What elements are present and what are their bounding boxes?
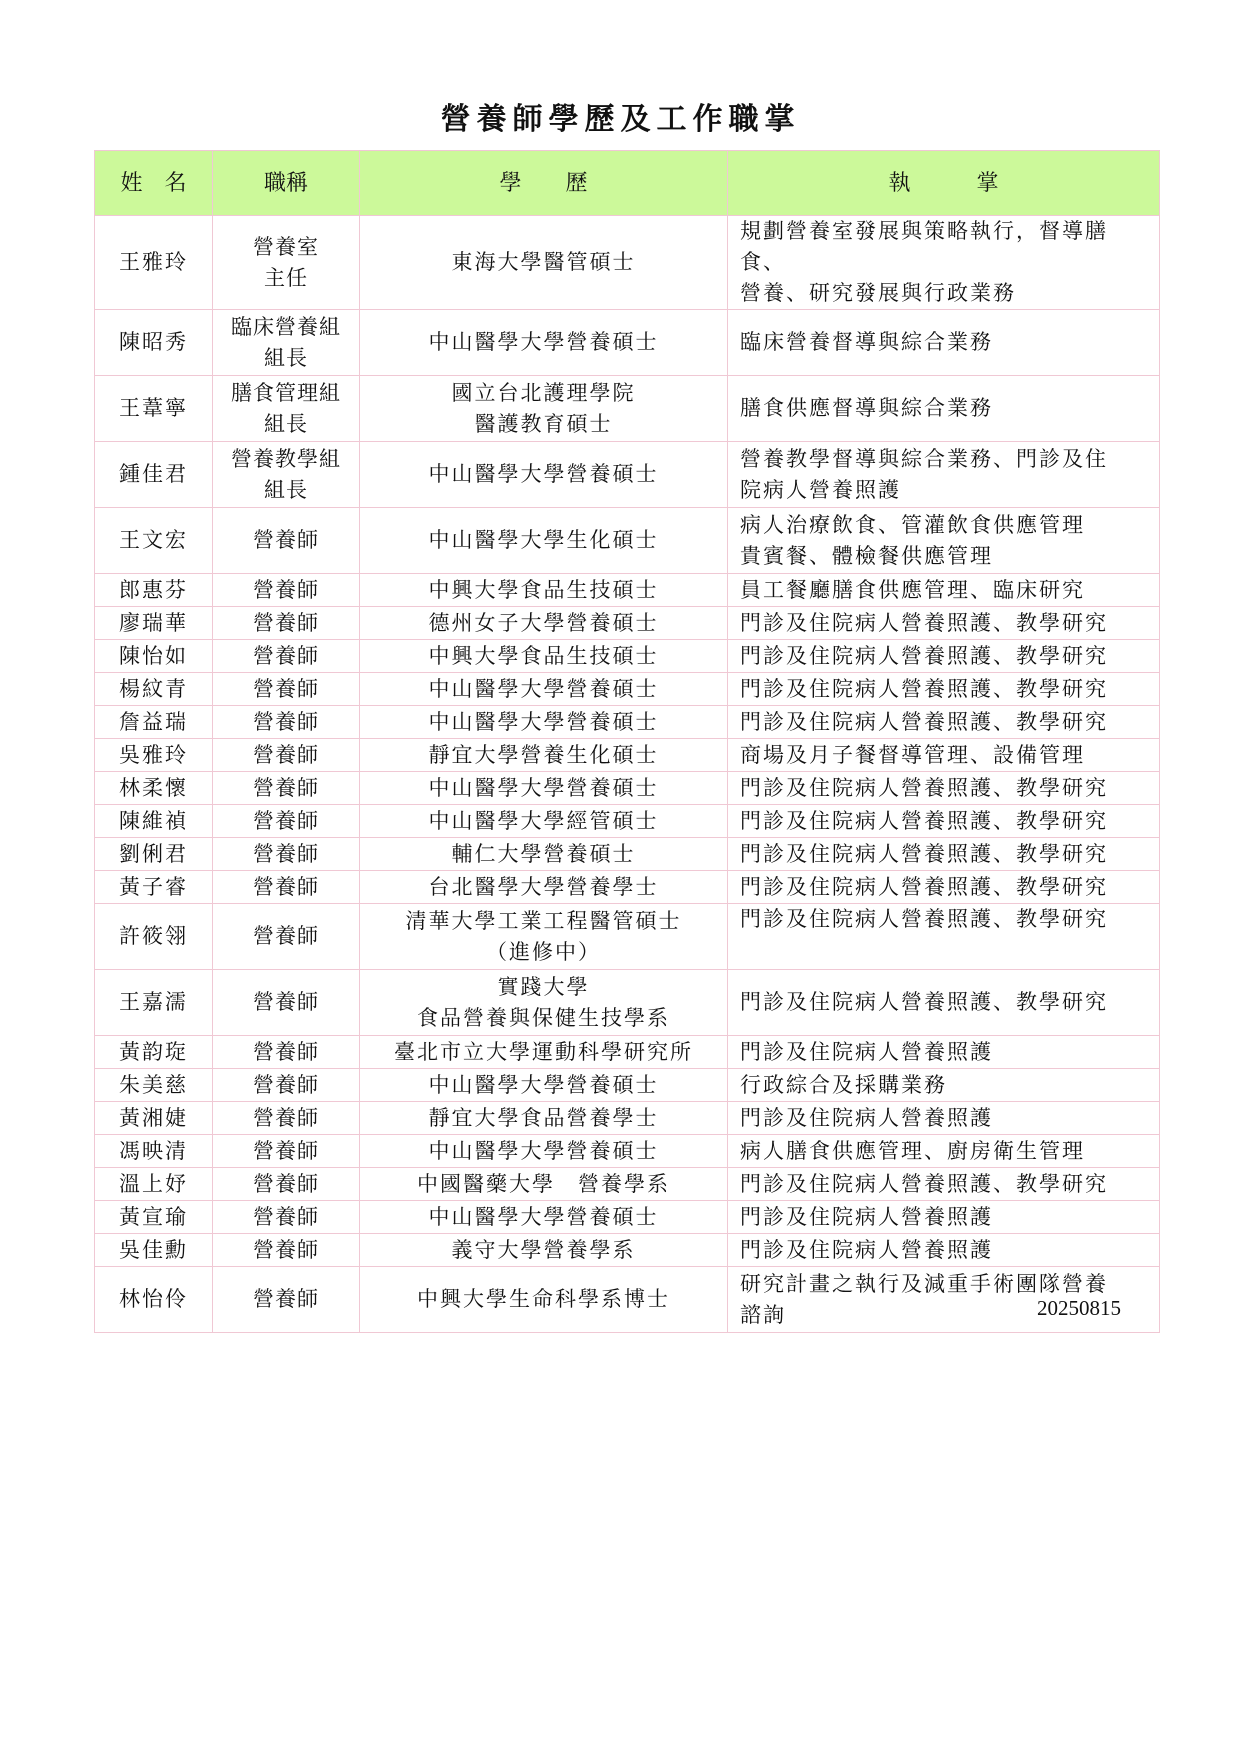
table-row	[95, 805, 1160, 838]
cell-duties	[728, 1102, 1160, 1135]
cell-education-line: 中山醫學大學營養碩士	[428, 1072, 659, 1097]
table-row	[95, 376, 1160, 442]
table-row	[95, 1267, 1160, 1333]
cell-duties-line: 行政綜合及採購業務	[740, 1072, 947, 1097]
cell-name: 廖瑞華	[95, 607, 213, 640]
cell-education	[360, 871, 728, 904]
cell-name: 黃宣瑜	[95, 1201, 213, 1234]
cell-education	[360, 805, 728, 838]
cell-duties-line: 病人膳食供應管理、廚房衛生管理	[740, 1138, 1085, 1163]
date-stamp: 20250815	[1037, 1296, 1121, 1320]
table-row	[95, 640, 1160, 673]
cell-duties-line: 病人治療飲食、管灌飲食供應管理	[740, 512, 1085, 537]
table-row	[95, 970, 1160, 1036]
cell-education-line: 清華大學工業工程醫管碩士	[405, 908, 682, 933]
cell-name: 黃韵琁	[95, 1036, 213, 1069]
cell-education	[360, 706, 728, 739]
cell-education	[360, 1267, 728, 1333]
cell-title	[213, 1267, 360, 1333]
cell-duties	[728, 739, 1160, 772]
cell-duties	[728, 376, 1160, 442]
cell-title-line: 營養師	[253, 990, 319, 1014]
cell-duties-line: 臨床營養督導與綜合業務	[740, 330, 993, 354]
cell-name: 吳佳勳	[95, 1234, 213, 1267]
cell-education-line: （進修中）	[486, 939, 601, 964]
cell-duties	[728, 772, 1160, 805]
table-row	[95, 1069, 1160, 1102]
cell-title-line: 營養師	[253, 1287, 319, 1311]
cell-duties-line: 貴賓餐、體檢餐供應管理	[740, 543, 993, 568]
cell-duties-line: 營養、研究發展與行政業務	[740, 281, 1016, 305]
cell-education-line: 輔仁大學營養碩士	[451, 841, 636, 866]
cell-duties	[728, 1069, 1160, 1102]
cell-duties	[728, 1036, 1160, 1069]
cell-title	[213, 838, 360, 871]
cell-education-line: 中山醫學大學經管碩士	[428, 808, 659, 833]
cell-duties	[728, 508, 1160, 574]
cell-name: 王文宏	[95, 508, 213, 574]
cell-title	[213, 216, 360, 310]
table-body	[95, 216, 1160, 1333]
cell-education-line: 德州女子大學營養碩士	[428, 610, 659, 635]
cell-title-line: 營養師	[253, 709, 319, 734]
cell-duties-line: 商場及月子餐督導管理、設備管理	[740, 742, 1085, 767]
cell-education	[360, 1069, 728, 1102]
cell-title-line: 膳食管理組	[231, 380, 341, 405]
cell-title-line: 營養師	[253, 577, 319, 602]
header-title: 職稱	[213, 151, 360, 216]
table-row	[95, 838, 1160, 871]
cell-duties-line: 門診及住院病人營養照護、教學研究	[740, 808, 1108, 833]
cell-education-line: 食品營養與保健生技學系	[417, 1005, 670, 1030]
cell-title-line: 組長	[264, 411, 308, 436]
cell-education-line: 中興大學食品生技碩士	[428, 577, 659, 602]
cell-title-line: 組長	[264, 345, 308, 370]
cell-title	[213, 673, 360, 706]
cell-title-line: 營養師	[253, 528, 319, 552]
cell-education	[360, 508, 728, 574]
cell-name: 詹益瑞	[95, 706, 213, 739]
cell-education-line: 實踐大學	[497, 974, 590, 999]
cell-education-line: 中山醫學大學營養碩士	[428, 1138, 659, 1163]
cell-education-line: 靜宜大學食品營養學士	[428, 1105, 659, 1130]
cell-duties-line: 門診及住院病人營養照護、教學研究	[740, 676, 1108, 701]
cell-duties-line: 門診及住院病人營養照護、教學研究	[740, 709, 1108, 734]
cell-title	[213, 805, 360, 838]
cell-duties-line: 門診及住院病人營養照護、教學研究	[740, 990, 1108, 1014]
cell-education	[360, 216, 728, 310]
table-row	[95, 1234, 1160, 1267]
cell-duties-line: 門診及住院病人營養照護、教學研究	[740, 841, 1108, 866]
cell-title-line: 營養師	[253, 1138, 319, 1163]
cell-duties	[728, 1234, 1160, 1267]
cell-education-line: 臺北市立大學運動科學研究所	[394, 1039, 693, 1064]
cell-duties	[728, 673, 1160, 706]
table-row	[95, 871, 1160, 904]
cell-title-line: 營養教學組	[231, 446, 341, 471]
cell-name: 劉俐君	[95, 838, 213, 871]
header-education: 學 歷	[360, 151, 728, 216]
cell-duties-line: 門診及住院病人營養照護、教學研究	[740, 874, 1108, 899]
cell-name: 溫上妤	[95, 1168, 213, 1201]
cell-education-line: 東海大學醫管碩士	[451, 250, 636, 274]
cell-title-line: 營養師	[253, 643, 319, 668]
cell-education-line: 中山醫學大學營養碩士	[428, 330, 659, 354]
cell-name: 許筱翎	[95, 904, 213, 970]
cell-duties	[728, 706, 1160, 739]
table-row	[95, 1201, 1160, 1234]
cell-title	[213, 508, 360, 574]
cell-name: 林柔懷	[95, 772, 213, 805]
cell-education-line: 中山醫學大學營養碩士	[428, 462, 659, 486]
cell-title-line: 營養師	[253, 1039, 319, 1064]
table-row	[95, 739, 1160, 772]
cell-education	[360, 772, 728, 805]
cell-title	[213, 607, 360, 640]
cell-title-line: 營養師	[253, 1171, 319, 1196]
cell-name: 鍾佳君	[95, 442, 213, 508]
cell-education	[360, 1135, 728, 1168]
cell-duties-line: 門診及住院病人營養照護	[740, 1237, 993, 1262]
cell-education	[360, 904, 728, 970]
cell-duties-line: 諮詢	[740, 1302, 786, 1327]
cell-duties	[728, 871, 1160, 904]
cell-title	[213, 772, 360, 805]
cell-education-line: 台北醫學大學營養學士	[428, 874, 659, 899]
cell-title-line: 營養師	[253, 924, 319, 948]
cell-title	[213, 376, 360, 442]
cell-duties-line: 院病人營養照護	[740, 477, 901, 502]
cell-name: 王葦寧	[95, 376, 213, 442]
cell-title	[213, 640, 360, 673]
cell-duties	[728, 904, 1160, 970]
cell-name: 吳雅玲	[95, 739, 213, 772]
cell-education	[360, 838, 728, 871]
cell-duties-line: 員工餐廳膳食供應管理、臨床研究	[740, 577, 1085, 602]
cell-education-line: 中興大學食品生技碩士	[428, 643, 659, 668]
cell-duties	[728, 1168, 1160, 1201]
cell-education	[360, 376, 728, 442]
cell-duties	[728, 805, 1160, 838]
cell-duties	[728, 640, 1160, 673]
table-row	[95, 1135, 1160, 1168]
cell-name: 林怡伶	[95, 1267, 213, 1333]
cell-duties	[728, 574, 1160, 607]
header-duties: 執 掌	[728, 151, 1160, 216]
table-row	[95, 1036, 1160, 1069]
page-title: 營養師學歷及工作職掌	[440, 102, 801, 137]
cell-duties-line: 規劃營養室發展與策略執行，督導膳食、	[740, 219, 1108, 274]
staff-table	[94, 150, 1160, 1333]
cell-education-line: 靜宜大學營養生化碩士	[428, 742, 659, 767]
cell-education	[360, 739, 728, 772]
cell-duties	[728, 1135, 1160, 1168]
cell-title	[213, 1201, 360, 1234]
table-row	[95, 442, 1160, 508]
cell-name: 陳怡如	[95, 640, 213, 673]
cell-duties	[728, 838, 1160, 871]
header-name: 姓 名	[95, 151, 213, 216]
cell-title-line: 營養師	[253, 841, 319, 866]
cell-title-line: 營養師	[253, 610, 319, 635]
cell-education	[360, 1201, 728, 1234]
cell-education	[360, 607, 728, 640]
cell-title	[213, 706, 360, 739]
cell-title-line: 營養師	[253, 676, 319, 701]
cell-title-line: 營養師	[253, 808, 319, 833]
cell-title	[213, 1234, 360, 1267]
cell-title-line: 營養師	[253, 742, 319, 767]
cell-name: 黃湘婕	[95, 1102, 213, 1135]
cell-duties	[728, 442, 1160, 508]
cell-duties-line: 門診及住院病人營養照護	[740, 1105, 993, 1130]
cell-title	[213, 1036, 360, 1069]
cell-education-line: 國立台北護理學院	[451, 380, 636, 405]
cell-education	[360, 574, 728, 607]
cell-duties-line: 門診及住院病人營養照護、教學研究	[740, 643, 1108, 668]
cell-name: 王雅玲	[95, 216, 213, 310]
cell-duties-line: 膳食供應督導與綜合業務	[740, 396, 993, 420]
table-row	[95, 216, 1160, 310]
cell-title	[213, 904, 360, 970]
cell-education-line: 中山醫學大學營養碩士	[428, 676, 659, 701]
cell-duties	[728, 310, 1160, 376]
cell-education	[360, 1234, 728, 1267]
cell-duties	[728, 216, 1160, 310]
cell-title	[213, 970, 360, 1036]
table-row	[95, 904, 1160, 970]
cell-title	[213, 1102, 360, 1135]
cell-title	[213, 871, 360, 904]
cell-title	[213, 574, 360, 607]
cell-education-line: 中興大學生命科學系博士	[417, 1287, 670, 1311]
cell-duties	[728, 1201, 1160, 1234]
cell-title-line: 營養師	[253, 1072, 319, 1097]
table-row	[95, 574, 1160, 607]
cell-education	[360, 442, 728, 508]
cell-duties-line: 門診及住院病人營養照護	[740, 1039, 993, 1064]
cell-name: 馮映清	[95, 1135, 213, 1168]
cell-title	[213, 310, 360, 376]
cell-title-line: 營養師	[253, 1237, 319, 1262]
cell-name: 郎惠芬	[95, 574, 213, 607]
cell-title-line: 營養室	[253, 234, 319, 259]
table-row	[95, 310, 1160, 376]
table-row	[95, 1102, 1160, 1135]
table-row	[95, 607, 1160, 640]
cell-title-line: 組長	[264, 477, 308, 502]
cell-title	[213, 739, 360, 772]
cell-title-line: 營養師	[253, 874, 319, 899]
cell-title	[213, 1069, 360, 1102]
cell-education	[360, 640, 728, 673]
cell-education-line: 中山醫學大學營養碩士	[428, 1204, 659, 1229]
cell-duties-line: 研究計畫之執行及減重手術團隊營養	[740, 1271, 1108, 1296]
cell-title-line: 主任	[264, 265, 308, 290]
table-row	[95, 1168, 1160, 1201]
cell-title-line: 營養師	[253, 1105, 319, 1130]
cell-education-line: 中山醫學大學生化碩士	[428, 528, 659, 552]
cell-duties-line: 門診及住院病人營養照護、教學研究	[740, 610, 1108, 635]
table-header-row	[95, 151, 1160, 216]
cell-duties-line: 門診及住院病人營養照護、教學研究	[740, 1171, 1108, 1196]
cell-duties	[728, 970, 1160, 1036]
cell-title	[213, 442, 360, 508]
cell-duties	[728, 607, 1160, 640]
cell-duties-line: 門診及住院病人營養照護	[740, 1204, 993, 1229]
cell-duties-line: 門診及住院病人營養照護、教學研究	[740, 907, 1108, 931]
cell-education	[360, 310, 728, 376]
cell-education-line: 義守大學營養學系	[451, 1237, 636, 1262]
cell-title-line: 營養師	[253, 775, 319, 800]
cell-education-line: 中國醫藥大學 營養學系	[417, 1171, 670, 1196]
cell-education	[360, 1036, 728, 1069]
cell-education-line: 中山醫學大學營養碩士	[428, 709, 659, 734]
cell-education	[360, 1168, 728, 1201]
cell-name: 黃子睿	[95, 871, 213, 904]
cell-name: 陳維禎	[95, 805, 213, 838]
cell-title	[213, 1135, 360, 1168]
cell-education-line: 醫護教育碩士	[474, 411, 613, 436]
cell-title	[213, 1168, 360, 1201]
cell-education-line: 中山醫學大學營養碩士	[428, 775, 659, 800]
table-row	[95, 673, 1160, 706]
cell-education	[360, 970, 728, 1036]
cell-name: 朱美慈	[95, 1069, 213, 1102]
cell-duties-line: 營養教學督導與綜合業務、門診及住	[740, 446, 1108, 471]
table-row	[95, 706, 1160, 739]
cell-education	[360, 1102, 728, 1135]
cell-name: 陳昭秀	[95, 310, 213, 376]
cell-title-line: 營養師	[253, 1204, 319, 1229]
table-row	[95, 772, 1160, 805]
cell-name: 王嘉濡	[95, 970, 213, 1036]
cell-education	[360, 673, 728, 706]
cell-title-line: 臨床營養組	[231, 314, 341, 339]
cell-duties-line: 門診及住院病人營養照護、教學研究	[740, 775, 1108, 800]
cell-name: 楊紋青	[95, 673, 213, 706]
table-row	[95, 508, 1160, 574]
